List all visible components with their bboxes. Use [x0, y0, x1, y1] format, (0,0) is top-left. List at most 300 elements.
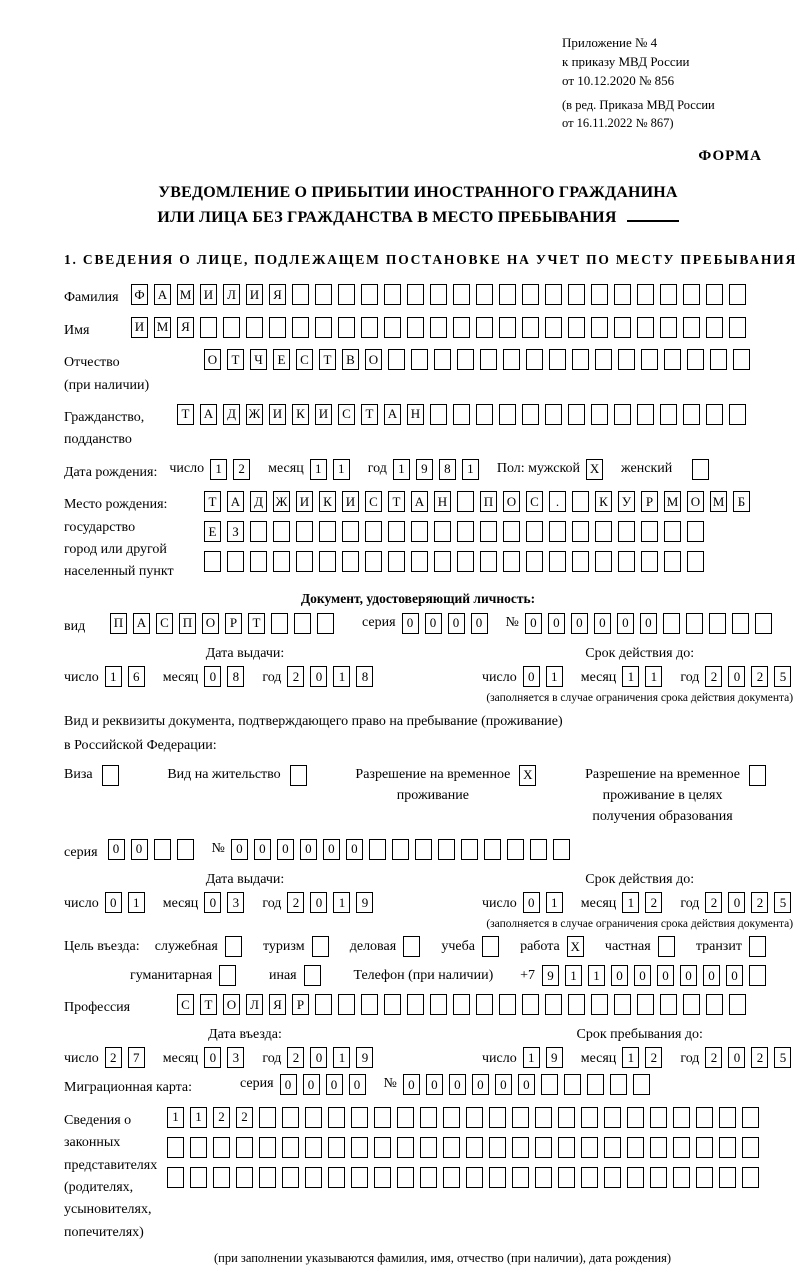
form-cell[interactable] [384, 994, 401, 1015]
form-cell[interactable] [664, 551, 681, 572]
form-cell[interactable] [512, 1107, 529, 1128]
form-cell[interactable] [610, 1074, 627, 1095]
form-cell[interactable] [420, 1107, 437, 1128]
form-cell[interactable] [604, 1107, 621, 1128]
form-cell[interactable]: А [411, 491, 428, 512]
form-cell[interactable]: С [156, 613, 173, 634]
form-cell[interactable]: 0 [425, 613, 442, 634]
form-cell[interactable]: 0 [346, 839, 363, 860]
form-cell[interactable]: 0 [426, 1074, 443, 1095]
form-cell[interactable] [213, 1137, 230, 1158]
form-cell[interactable]: 0 [349, 1074, 366, 1095]
form-cell[interactable]: 0 [518, 1074, 535, 1095]
form-cell[interactable]: 1 [167, 1107, 184, 1128]
form-cell[interactable] [489, 1137, 506, 1158]
form-cell[interactable]: О [223, 994, 240, 1015]
form-cell[interactable] [236, 1167, 253, 1188]
form-cell[interactable] [250, 551, 267, 572]
form-cell[interactable] [581, 1137, 598, 1158]
form-cell[interactable] [595, 551, 612, 572]
form-cell[interactable] [650, 1167, 667, 1188]
form-cell[interactable] [430, 317, 447, 338]
form-cell[interactable]: 1 [393, 459, 410, 480]
form-cell[interactable] [484, 839, 501, 860]
form-cell[interactable] [388, 349, 405, 370]
form-cell[interactable] [535, 1167, 552, 1188]
form-cell[interactable]: 0 [310, 892, 327, 913]
form-cell[interactable] [374, 1137, 391, 1158]
form-cell[interactable] [650, 1137, 667, 1158]
form-cell[interactable] [489, 1107, 506, 1128]
form-cell[interactable]: Т [227, 349, 244, 370]
form-cell[interactable] [512, 1167, 529, 1188]
form-cell[interactable] [683, 994, 700, 1015]
form-cell[interactable] [190, 1167, 207, 1188]
form-cell[interactable]: Я [269, 284, 286, 305]
form-cell[interactable]: 1 [128, 892, 145, 913]
form-cell[interactable]: X [519, 765, 536, 786]
form-cell[interactable]: В [342, 349, 359, 370]
form-cell[interactable] [535, 1107, 552, 1128]
form-cell[interactable]: 0 [131, 839, 148, 860]
form-cell[interactable] [637, 284, 654, 305]
form-cell[interactable] [361, 994, 378, 1015]
form-cell[interactable]: Т [248, 613, 265, 634]
form-cell[interactable] [729, 994, 746, 1015]
form-cell[interactable] [595, 349, 612, 370]
form-cell[interactable]: Р [225, 613, 242, 634]
form-cell[interactable] [686, 613, 703, 634]
form-cell[interactable]: 9 [542, 965, 559, 986]
form-cell[interactable]: 0 [523, 666, 540, 687]
form-cell[interactable] [480, 551, 497, 572]
form-cell[interactable] [614, 317, 631, 338]
form-cell[interactable] [282, 1107, 299, 1128]
form-cell[interactable] [729, 404, 746, 425]
form-cell[interactable] [650, 1107, 667, 1128]
form-cell[interactable]: 0 [495, 1074, 512, 1095]
form-cell[interactable] [503, 521, 520, 542]
form-cell[interactable]: 1 [546, 892, 563, 913]
form-cell[interactable] [641, 349, 658, 370]
form-cell[interactable] [384, 317, 401, 338]
form-cell[interactable]: Л [223, 284, 240, 305]
form-cell[interactable]: 2 [705, 1047, 722, 1068]
form-cell[interactable] [227, 551, 244, 572]
form-cell[interactable]: И [246, 284, 263, 305]
form-cell[interactable]: 0 [402, 613, 419, 634]
form-cell[interactable] [522, 404, 539, 425]
form-cell[interactable]: Б [733, 491, 750, 512]
form-cell[interactable]: 2 [705, 666, 722, 687]
form-cell[interactable] [749, 965, 766, 986]
form-cell[interactable] [434, 551, 451, 572]
form-cell[interactable]: 0 [472, 1074, 489, 1095]
form-cell[interactable]: 1 [546, 666, 563, 687]
form-cell[interactable] [742, 1107, 759, 1128]
form-cell[interactable] [755, 613, 772, 634]
form-cell[interactable] [204, 551, 221, 572]
form-cell[interactable] [305, 1107, 322, 1128]
form-cell[interactable]: 3 [227, 892, 244, 913]
form-cell[interactable]: 7 [128, 1047, 145, 1068]
form-cell[interactable] [466, 1137, 483, 1158]
form-cell[interactable] [269, 317, 286, 338]
form-cell[interactable]: 1 [333, 666, 350, 687]
form-cell[interactable] [236, 1137, 253, 1158]
form-cell[interactable] [710, 349, 727, 370]
form-cell[interactable] [259, 1137, 276, 1158]
form-cell[interactable] [719, 1167, 736, 1188]
form-cell[interactable]: 1 [105, 666, 122, 687]
form-cell[interactable]: 1 [333, 459, 350, 480]
form-cell[interactable]: 0 [204, 666, 221, 687]
form-cell[interactable]: Т [177, 404, 194, 425]
form-cell[interactable] [581, 1167, 598, 1188]
form-cell[interactable]: Н [407, 404, 424, 425]
form-cell[interactable]: Ж [246, 404, 263, 425]
form-cell[interactable] [526, 551, 543, 572]
form-cell[interactable] [374, 1167, 391, 1188]
form-cell[interactable] [392, 839, 409, 860]
form-cell[interactable]: 1 [523, 1047, 540, 1068]
form-cell[interactable] [549, 521, 566, 542]
form-cell[interactable]: 9 [356, 1047, 373, 1068]
form-cell[interactable] [273, 521, 290, 542]
form-cell[interactable] [719, 1107, 736, 1128]
form-cell[interactable]: 0 [403, 1074, 420, 1095]
form-cell[interactable] [530, 839, 547, 860]
form-cell[interactable] [572, 551, 589, 572]
form-cell[interactable] [434, 349, 451, 370]
form-cell[interactable] [683, 404, 700, 425]
form-cell[interactable] [476, 404, 493, 425]
form-cell[interactable] [507, 839, 524, 860]
form-cell[interactable] [558, 1107, 575, 1128]
form-cell[interactable] [568, 404, 585, 425]
form-cell[interactable] [453, 284, 470, 305]
form-cell[interactable]: 5 [774, 892, 791, 913]
form-cell[interactable]: 8 [356, 666, 373, 687]
form-cell[interactable]: 0 [634, 965, 651, 986]
form-cell[interactable] [673, 1107, 690, 1128]
form-cell[interactable]: 0 [231, 839, 248, 860]
form-cell[interactable]: Л [246, 994, 263, 1015]
form-cell[interactable] [545, 317, 562, 338]
form-cell[interactable] [729, 284, 746, 305]
form-cell[interactable]: 0 [640, 613, 657, 634]
form-cell[interactable] [328, 1107, 345, 1128]
form-cell[interactable] [430, 994, 447, 1015]
form-cell[interactable]: 2 [645, 1047, 662, 1068]
form-cell[interactable]: 0 [323, 839, 340, 860]
form-cell[interactable]: И [315, 404, 332, 425]
form-cell[interactable]: 1 [622, 666, 639, 687]
form-cell[interactable]: 5 [774, 1047, 791, 1068]
form-cell[interactable] [466, 1107, 483, 1128]
form-cell[interactable] [581, 1107, 598, 1128]
form-cell[interactable] [641, 551, 658, 572]
form-cell[interactable]: 1 [462, 459, 479, 480]
form-cell[interactable]: Е [204, 521, 221, 542]
form-cell[interactable]: И [200, 284, 217, 305]
form-cell[interactable] [328, 1167, 345, 1188]
form-cell[interactable] [664, 349, 681, 370]
form-cell[interactable]: 0 [617, 613, 634, 634]
form-cell[interactable] [292, 284, 309, 305]
form-cell[interactable]: 9 [416, 459, 433, 480]
form-cell[interactable] [315, 994, 332, 1015]
form-cell[interactable] [200, 317, 217, 338]
form-cell[interactable]: . [549, 491, 566, 512]
form-cell[interactable]: О [687, 491, 704, 512]
form-cell[interactable] [388, 551, 405, 572]
form-cell[interactable] [637, 317, 654, 338]
form-cell[interactable] [696, 1137, 713, 1158]
form-cell[interactable]: 0 [594, 613, 611, 634]
form-cell[interactable] [411, 349, 428, 370]
form-cell[interactable] [660, 317, 677, 338]
form-cell[interactable] [618, 349, 635, 370]
form-cell[interactable]: X [567, 936, 584, 957]
form-cell[interactable] [637, 404, 654, 425]
form-cell[interactable]: 3 [227, 1047, 244, 1068]
form-cell[interactable]: Ф [131, 284, 148, 305]
form-cell[interactable]: О [365, 349, 382, 370]
form-cell[interactable]: Я [177, 317, 194, 338]
form-cell[interactable] [411, 551, 428, 572]
form-cell[interactable]: К [292, 404, 309, 425]
form-cell[interactable]: 2 [287, 666, 304, 687]
form-cell[interactable] [374, 1107, 391, 1128]
form-cell[interactable]: С [526, 491, 543, 512]
form-cell[interactable]: 2 [751, 1047, 768, 1068]
form-cell[interactable] [430, 404, 447, 425]
form-cell[interactable] [660, 284, 677, 305]
form-cell[interactable] [403, 936, 420, 957]
form-cell[interactable]: П [480, 491, 497, 512]
form-cell[interactable] [558, 1167, 575, 1188]
form-cell[interactable] [271, 613, 288, 634]
form-cell[interactable] [503, 349, 520, 370]
form-cell[interactable] [545, 284, 562, 305]
form-cell[interactable]: И [296, 491, 313, 512]
form-cell[interactable] [522, 317, 539, 338]
form-cell[interactable]: 0 [310, 666, 327, 687]
form-cell[interactable] [246, 317, 263, 338]
form-cell[interactable]: А [227, 491, 244, 512]
form-cell[interactable]: 2 [705, 892, 722, 913]
form-cell[interactable]: 1 [310, 459, 327, 480]
form-cell[interactable]: 1 [333, 1047, 350, 1068]
form-cell[interactable]: М [710, 491, 727, 512]
form-cell[interactable]: С [177, 994, 194, 1015]
form-cell[interactable] [673, 1137, 690, 1158]
form-cell[interactable] [627, 1137, 644, 1158]
form-cell[interactable]: 2 [751, 892, 768, 913]
form-cell[interactable]: Т [204, 491, 221, 512]
form-cell[interactable] [476, 317, 493, 338]
form-cell[interactable] [167, 1167, 184, 1188]
form-cell[interactable]: 0 [108, 839, 125, 860]
form-cell[interactable] [572, 521, 589, 542]
form-cell[interactable]: 0 [680, 965, 697, 986]
form-cell[interactable] [503, 551, 520, 572]
form-cell[interactable] [315, 317, 332, 338]
form-cell[interactable] [749, 765, 766, 786]
form-cell[interactable] [614, 994, 631, 1015]
form-cell[interactable]: 0 [204, 1047, 221, 1068]
form-cell[interactable]: Е [273, 349, 290, 370]
form-cell[interactable] [696, 1107, 713, 1128]
form-cell[interactable] [250, 521, 267, 542]
form-cell[interactable] [154, 839, 171, 860]
form-cell[interactable] [604, 1137, 621, 1158]
form-cell[interactable] [388, 521, 405, 542]
form-cell[interactable] [512, 1137, 529, 1158]
form-cell[interactable]: А [200, 404, 217, 425]
form-cell[interactable]: 0 [310, 1047, 327, 1068]
form-cell[interactable]: 0 [525, 613, 542, 634]
form-cell[interactable] [706, 994, 723, 1015]
form-cell[interactable]: З [227, 521, 244, 542]
form-cell[interactable]: П [110, 613, 127, 634]
form-cell[interactable]: 5 [774, 666, 791, 687]
form-cell[interactable]: М [177, 284, 194, 305]
form-cell[interactable]: 0 [448, 613, 465, 634]
form-cell[interactable] [627, 1167, 644, 1188]
form-cell[interactable] [457, 551, 474, 572]
form-cell[interactable] [558, 1137, 575, 1158]
form-cell[interactable]: 0 [277, 839, 294, 860]
form-cell[interactable] [480, 521, 497, 542]
form-cell[interactable] [733, 349, 750, 370]
form-cell[interactable]: А [154, 284, 171, 305]
form-cell[interactable]: Н [434, 491, 451, 512]
form-cell[interactable]: М [664, 491, 681, 512]
form-cell[interactable]: 0 [204, 892, 221, 913]
form-cell[interactable] [342, 521, 359, 542]
form-cell[interactable]: И [269, 404, 286, 425]
form-cell[interactable] [499, 404, 516, 425]
form-cell[interactable]: 0 [611, 965, 628, 986]
form-cell[interactable] [660, 404, 677, 425]
form-cell[interactable] [591, 284, 608, 305]
form-cell[interactable] [397, 1167, 414, 1188]
form-cell[interactable]: 0 [571, 613, 588, 634]
form-cell[interactable] [457, 521, 474, 542]
form-cell[interactable] [522, 994, 539, 1015]
form-cell[interactable]: С [365, 491, 382, 512]
form-cell[interactable] [338, 994, 355, 1015]
form-cell[interactable] [587, 1074, 604, 1095]
form-cell[interactable]: Р [641, 491, 658, 512]
form-cell[interactable]: Р [292, 994, 309, 1015]
form-cell[interactable] [453, 404, 470, 425]
form-cell[interactable] [361, 284, 378, 305]
form-cell[interactable] [407, 994, 424, 1015]
form-cell[interactable]: К [319, 491, 336, 512]
form-cell[interactable]: 0 [300, 839, 317, 860]
form-cell[interactable] [443, 1137, 460, 1158]
form-cell[interactable]: Д [250, 491, 267, 512]
form-cell[interactable]: 0 [254, 839, 271, 860]
form-cell[interactable] [420, 1167, 437, 1188]
form-cell[interactable] [420, 1137, 437, 1158]
form-cell[interactable]: X [586, 459, 603, 480]
form-cell[interactable] [627, 1107, 644, 1128]
form-cell[interactable] [545, 994, 562, 1015]
form-cell[interactable] [568, 317, 585, 338]
form-cell[interactable] [595, 521, 612, 542]
form-cell[interactable] [545, 404, 562, 425]
form-cell[interactable]: П [179, 613, 196, 634]
form-cell[interactable] [709, 613, 726, 634]
form-cell[interactable] [411, 521, 428, 542]
form-cell[interactable] [618, 551, 635, 572]
form-cell[interactable] [696, 1167, 713, 1188]
form-cell[interactable]: И [342, 491, 359, 512]
form-cell[interactable] [749, 936, 766, 957]
form-cell[interactable] [225, 936, 242, 957]
form-cell[interactable] [553, 839, 570, 860]
form-cell[interactable]: 0 [657, 965, 674, 986]
form-cell[interactable] [457, 349, 474, 370]
form-cell[interactable] [351, 1107, 368, 1128]
form-cell[interactable]: 0 [471, 613, 488, 634]
form-cell[interactable] [453, 994, 470, 1015]
form-cell[interactable] [102, 765, 119, 786]
form-cell[interactable] [315, 284, 332, 305]
form-cell[interactable] [466, 1167, 483, 1188]
form-cell[interactable] [305, 1167, 322, 1188]
form-cell[interactable] [641, 521, 658, 542]
form-cell[interactable]: 9 [356, 892, 373, 913]
form-cell[interactable] [213, 1167, 230, 1188]
form-cell[interactable] [706, 404, 723, 425]
form-cell[interactable]: 1 [645, 666, 662, 687]
form-cell[interactable] [564, 1074, 581, 1095]
form-cell[interactable] [549, 551, 566, 572]
form-cell[interactable]: 2 [105, 1047, 122, 1068]
form-cell[interactable] [319, 551, 336, 572]
form-cell[interactable]: Ч [250, 349, 267, 370]
form-cell[interactable]: Т [319, 349, 336, 370]
form-cell[interactable] [663, 613, 680, 634]
form-cell[interactable] [535, 1137, 552, 1158]
form-cell[interactable] [706, 317, 723, 338]
form-cell[interactable]: 8 [227, 666, 244, 687]
form-cell[interactable] [526, 521, 543, 542]
form-cell[interactable]: 0 [449, 1074, 466, 1095]
form-cell[interactable]: 0 [703, 965, 720, 986]
form-cell[interactable]: И [131, 317, 148, 338]
form-cell[interactable] [541, 1074, 558, 1095]
form-cell[interactable] [338, 317, 355, 338]
form-cell[interactable]: Я [269, 994, 286, 1015]
form-cell[interactable] [312, 936, 329, 957]
form-cell[interactable] [294, 613, 311, 634]
form-cell[interactable]: 6 [128, 666, 145, 687]
form-cell[interactable] [223, 317, 240, 338]
form-cell[interactable]: 2 [213, 1107, 230, 1128]
form-cell[interactable]: 2 [287, 1047, 304, 1068]
form-cell[interactable] [259, 1167, 276, 1188]
form-cell[interactable] [290, 765, 307, 786]
form-cell[interactable] [706, 284, 723, 305]
form-cell[interactable] [282, 1137, 299, 1158]
form-cell[interactable]: М [154, 317, 171, 338]
